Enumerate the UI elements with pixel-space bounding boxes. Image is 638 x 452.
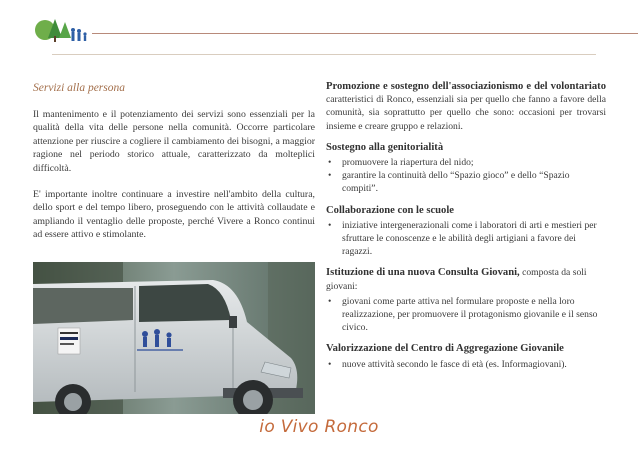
bullet-icon: •: [328, 157, 332, 169]
bullet-list: [326, 358, 606, 371]
section-title-suffix: composta da soli giovani:: [326, 267, 587, 292]
section-title-servizi: Servizi alla persona: [33, 82, 125, 94]
paragraph-servizi: Il mantenimento e il potenziamento dei servizi sono essenziali per la qualità della vita delle persone nella comunità. Occorre particolare attenzione per riuscire a cogliere il cambiamento dei bisogni, a maggior ragione nel periodo storico attuale, caratterizzato da molteplici difficoltà.: [33, 108, 315, 174]
intro-text: caratteristici di Ronco, essenziali sia per quello che fanno a favore della comunità, sia soprattutto per quello che sono: occasioni per trovarsi insieme e creare gruppo e relazioni.: [326, 94, 606, 132]
header-rule: [92, 33, 638, 34]
section-centro-aggregazione: [326, 342, 606, 370]
section-heading-line: [326, 266, 606, 292]
intro-paragraph: [326, 80, 606, 133]
section-title: Istituzione di una nuova Consulta Giovani,: [326, 267, 520, 279]
footer-slogan: io Vivo Ronco: [259, 417, 379, 437]
section-scuole: [326, 204, 606, 259]
section-title: Collaborazione con le scuole: [326, 204, 454, 216]
section-title: Valorizzazione del Centro di Aggregazione Giovanile: [326, 343, 564, 355]
bullet-icon: •: [328, 358, 332, 370]
left-column: [33, 82, 315, 254]
logo-trees-family-icon: [33, 16, 89, 48]
bullet-list: [326, 219, 606, 259]
intro-title: Promozione e sostegno dell'associazionismo e del volontariato: [326, 81, 606, 92]
list-item: • iniziative intergenerazionali come i laboratori di arti e mestieri per sfruttare le conoscenze e le abilità degli artigiani a favore dei ragazzi.: [328, 219, 597, 258]
list-item: • nuove attività secondo le fasce di età (es. Informagiovani).: [328, 358, 567, 370]
paragraph-cultura: E' importante inoltre continuare a investire nell'ambito della cultura, dello sport e del tempo libero, proseguendo con le attività collaudate e ampliando il ventaglio delle proposte, perché Vivere a Ronco continui ad essere attivo e stimolante.: [33, 188, 315, 241]
van-photo: [33, 262, 315, 414]
list-item: • garantire la continuità dello “Spazio gioco” e dello “Spazio compiti”.: [328, 170, 570, 195]
header-divider: [52, 54, 596, 55]
section-consulta-giovani: [326, 266, 606, 334]
bullet-icon: •: [328, 170, 332, 182]
right-column: [326, 80, 606, 371]
bullet-list: [326, 156, 606, 196]
list-item: • giovani come parte attiva nel formulare proposte e nella loro realizzazione, per promuovere il protagonismo giovanile e il senso civico.: [328, 295, 598, 334]
section-genitorialita: [326, 141, 606, 196]
bullet-list: [326, 295, 606, 335]
list-item: • promuovere la riapertura del nido;: [328, 157, 474, 169]
section-title: Sostegno alla genitorialità: [326, 141, 444, 153]
bullet-icon: •: [328, 295, 332, 307]
bullet-icon: •: [328, 219, 332, 231]
